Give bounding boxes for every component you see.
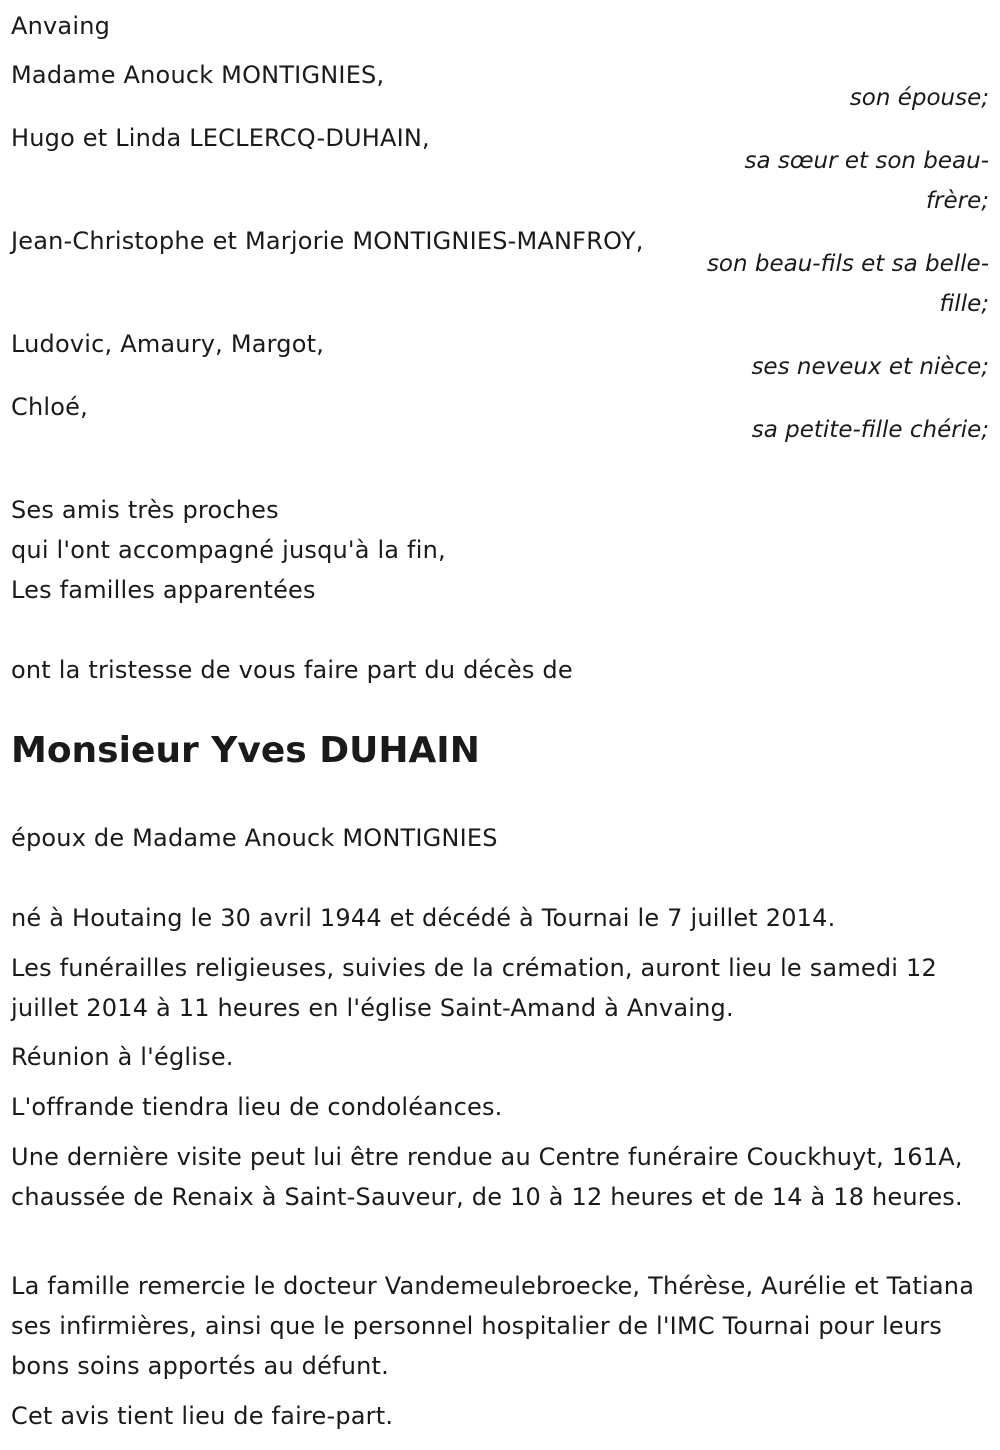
place-name: Anvaing <box>11 12 111 40</box>
announcement-text: ont la tristesse de vous faire part du décès de <box>11 656 573 684</box>
reunion-paragraph: Réunion à l'église. <box>11 1043 234 1071</box>
family-member-relation: sa petite-fille chérie; <box>751 417 989 443</box>
friends-line: qui l'ont accompagné jusqu'à la fin, <box>11 536 446 564</box>
friends-line: Les familles apparentées <box>11 576 316 604</box>
family-member-name: Jean-Christophe et Marjorie MONTIGNIES-MANFROY, <box>11 227 644 255</box>
family-member-relation: son épouse; <box>849 85 989 111</box>
closing-paragraph: Cet avis tient lieu de faire-part. <box>11 1402 394 1430</box>
visit-paragraph: Une dernière visite peut lui être rendue au Centre funéraire Couckhuyt, 161A, chaussée de Renaix à Saint-Sauveur, de 10 à 12 heures et de 14 à 18 heures. <box>11 1143 963 1211</box>
family-member-relation: sa sœur et son beau-frère; <box>744 148 989 214</box>
deceased-name: Monsieur Yves DUHAIN <box>11 730 480 771</box>
family-member-name: Madame Anouck MONTIGNIES, <box>11 61 385 89</box>
family-member-relation: ses neveux et nièce; <box>751 354 989 380</box>
spouse-line: époux de Madame Anouck MONTIGNIES <box>11 824 498 852</box>
friends-line: Ses amis très proches <box>11 496 279 524</box>
offering-paragraph: L'offrande tiendra lieu de condoléances. <box>11 1093 503 1121</box>
thanks-paragraph: La famille remercie le docteur Vandemeulebroecke, Thérèse, Aurélie et Tatiana ses infirmières, ainsi que le personnel hospitalier de l'IMC Tournai pour leurs bons soins apportés au défunt. <box>11 1272 975 1380</box>
family-member-name: Chloé, <box>11 393 88 421</box>
family-member-name: Hugo et Linda LECLERCQ-DUHAIN, <box>11 124 430 152</box>
family-member-name: Ludovic, Amaury, Margot, <box>11 330 325 358</box>
funeral-paragraph: Les funérailles religieuses, suivies de la crémation, auront lieu le samedi 12 juillet 2014 à 11 heures en l'église Saint-Amand à Anvaing. <box>11 954 937 1022</box>
family-member-relation: son beau-fils et sa belle-fille; <box>706 251 989 317</box>
birth-death-paragraph: né à Houtaing le 30 avril 1944 et décédé à Tournai le 7 juillet 2014. <box>11 904 836 932</box>
